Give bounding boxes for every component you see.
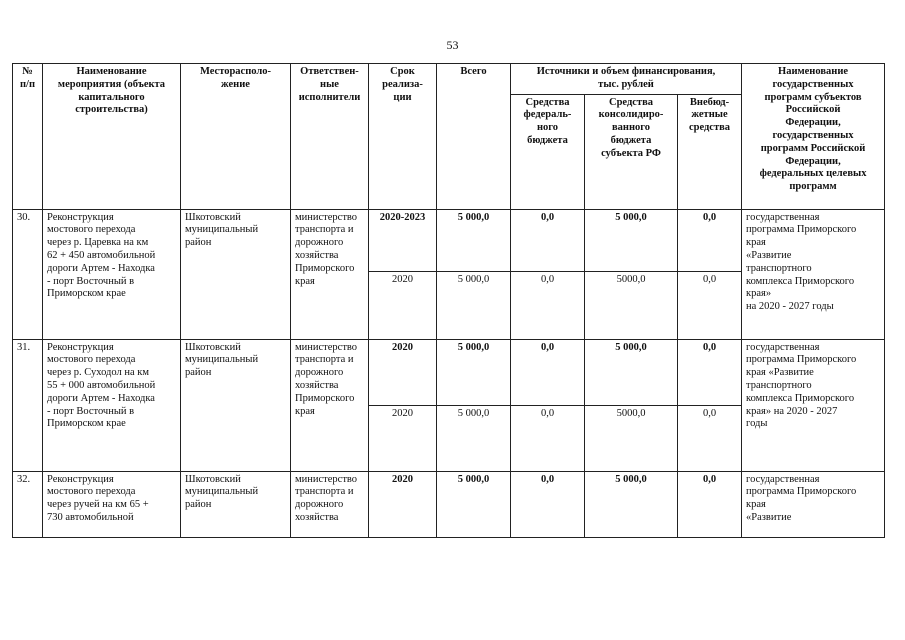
row-federal: 0,0 xyxy=(511,339,585,405)
row-term: 2020 xyxy=(369,471,437,537)
header-total: Всего xyxy=(437,64,511,210)
row-term: 2020 xyxy=(369,339,437,405)
header-programs: Наименование государственных программ субъектов Российской Федерации, государственных программ Российской Федерации, федеральных целевых программ xyxy=(742,64,885,210)
row-num: 30. xyxy=(13,209,43,339)
header-regional: Средства консолидиро- ванного бюджета субъекта РФ xyxy=(585,94,678,209)
row-total: 5 000,0 xyxy=(437,339,511,405)
header-term: Срок реализа- ции xyxy=(369,64,437,210)
row-term: 2020-2023 xyxy=(369,209,437,271)
header-location: Месторасполо- жение xyxy=(181,64,291,210)
row-regional: 5000,0 xyxy=(585,405,678,471)
row-federal: 0,0 xyxy=(511,209,585,271)
row-federal: 0,0 xyxy=(511,271,585,339)
header-responsible: Ответствен- ные исполнители xyxy=(291,64,369,210)
row-total: 5 000,0 xyxy=(437,405,511,471)
row-program: государственная программа Приморского края «Развитие транспортного комплекса Приморского края» на 2020 - 2027 годы xyxy=(742,339,885,471)
row-extra: 0,0 xyxy=(678,339,742,405)
row-name: Реконструкция мостового перехода через ручей на км 65 + 730 автомобильной xyxy=(43,471,181,537)
row-federal: 0,0 xyxy=(511,405,585,471)
row-location: Шкотовский муниципальный район xyxy=(181,471,291,537)
row-total: 5 000,0 xyxy=(437,271,511,339)
row-extra: 0,0 xyxy=(678,271,742,339)
row-responsible: министерство транспорта и дорожного хозяйства Приморского края xyxy=(291,209,369,339)
row-responsible: министерство транспорта и дорожного хозяйства xyxy=(291,471,369,537)
row-extra: 0,0 xyxy=(678,209,742,271)
header-row-1 xyxy=(13,64,885,95)
row-extra: 0,0 xyxy=(678,471,742,537)
table-row xyxy=(13,471,885,537)
header-funding-sources: Источники и объем финансирования, тыс. рублей xyxy=(511,64,742,95)
row-num: 32. xyxy=(13,471,43,537)
row-name: Реконструкция мостового перехода через р. Царевка на км 62 + 450 автомобильной дороги Артем - Находка - порт Восточный в Приморском крае xyxy=(43,209,181,339)
page-number: 53 xyxy=(446,38,459,52)
capital-construction-table xyxy=(12,63,885,538)
row-responsible: министерство транспорта и дорожного хозяйства Приморского края xyxy=(291,339,369,471)
header-name: Наименование мероприятия (объекта капитального строительства) xyxy=(43,64,181,210)
row-total: 5 000,0 xyxy=(437,209,511,271)
table-row xyxy=(13,209,885,271)
row-location: Шкотовский муниципальный район xyxy=(181,339,291,471)
row-program: государственная программа Приморского края «Развитие транспортного комплекса Приморского края» на 2020 - 2027 годы xyxy=(742,209,885,339)
row-federal: 0,0 xyxy=(511,471,585,537)
row-regional: 5 000,0 xyxy=(585,209,678,271)
row-regional: 5 000,0 xyxy=(585,339,678,405)
row-term: 2020 xyxy=(369,271,437,339)
row-program: государственная программа Приморского края «Развитие xyxy=(742,471,885,537)
row-term: 2020 xyxy=(369,405,437,471)
header-federal: Средства федераль- ного бюджета xyxy=(511,94,585,209)
header-num: № п/п xyxy=(13,64,43,210)
row-regional: 5 000,0 xyxy=(585,471,678,537)
row-extra: 0,0 xyxy=(678,405,742,471)
row-regional: 5000,0 xyxy=(585,271,678,339)
row-location: Шкотовский муниципальный район xyxy=(181,209,291,339)
row-name: Реконструкция мостового перехода через р. Суходол на км 55 + 000 автомобильной дороги Артем - Находка - порт Восточный в Приморском крае xyxy=(43,339,181,471)
header-extra: Внебюд- жетные средства xyxy=(678,94,742,209)
table-row xyxy=(13,339,885,405)
row-num: 31. xyxy=(13,339,43,471)
row-total: 5 000,0 xyxy=(437,471,511,537)
